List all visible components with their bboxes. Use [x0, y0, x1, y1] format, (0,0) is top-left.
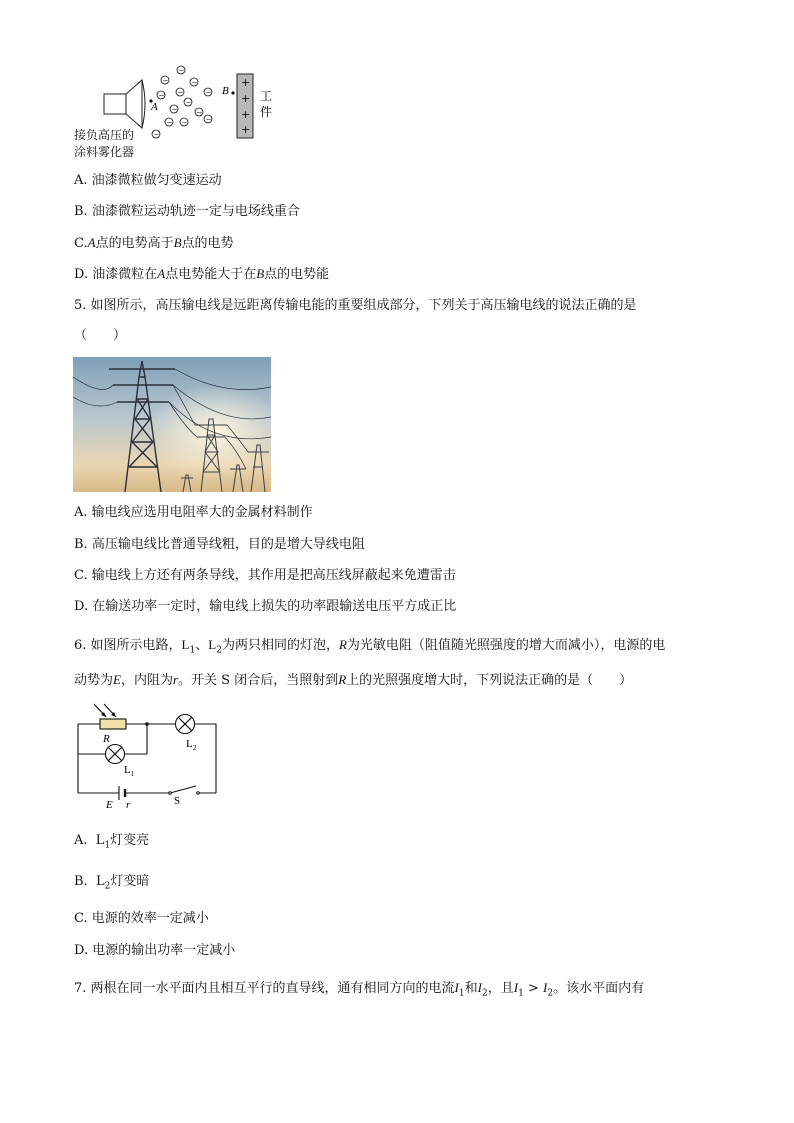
- q5-stem: 5. 如图所示，高压输电线是远距离传输电能的重要组成部分，下列关于高压输电线的说法正确的是: [74, 298, 637, 313]
- q5-option-b: B. 高压输电线比普通导线粗，目的是增大导线电阻: [74, 537, 365, 552]
- q5-option-c: C. 输电线上方还有两条导线，其作用是把高压线屏蔽起来免遭雷击: [74, 568, 456, 583]
- q6-stem-line-2: 动势为E，内阻为r。开关 S 闭合后，当照射到R上的光照强度增大时，下列说法正确的是（ ）: [74, 672, 633, 688]
- atomizer-label-2: 涂料雾化器: [74, 145, 135, 159]
- paint-particles: [152, 66, 212, 138]
- q4-option-d: D. 油漆微粒在A点电势能大于在B点的电势能: [74, 266, 330, 282]
- workpiece-label-2: 件: [260, 105, 273, 119]
- q6-option-c: C. 电源的效率一定减小: [74, 911, 209, 926]
- power-lines-photo: [73, 357, 271, 492]
- atomizer-label-1: 接负高压的: [74, 128, 135, 142]
- photoresistor-r: [100, 719, 126, 729]
- q5-paren: （ ）: [74, 328, 127, 343]
- label-r: R: [103, 733, 110, 745]
- atomizer-cone: [126, 80, 142, 128]
- point-b-label: B: [222, 85, 229, 97]
- point-a-label: A: [151, 101, 158, 113]
- svg-text:−: −: [171, 105, 178, 114]
- label-l1: $L_1$: [124, 764, 135, 778]
- svg-text:+: +: [241, 123, 251, 136]
- circuit-figure: [70, 700, 230, 815]
- q4-option-a: A. 油漆微粒做匀变速运动: [74, 173, 222, 188]
- svg-text:−: −: [158, 91, 165, 100]
- svg-text:−: −: [181, 118, 188, 127]
- svg-text:−: −: [162, 76, 169, 85]
- q7-stem: 7. 两根在同一水平面内且相互平行的直导线，通有相同方向的电流$I_1$和$I_2$，且$I_1 > I_2$。该水平面内有: [74, 980, 645, 999]
- q4-option-b: B. 油漆微粒运动轨迹一定与电场线重合: [74, 204, 300, 219]
- svg-text:−: −: [205, 115, 212, 124]
- svg-text:−: −: [166, 118, 173, 127]
- label-e: E: [106, 799, 113, 811]
- svg-text:−: −: [205, 88, 212, 97]
- q6-option-d: D. 电源的输出功率一定减小: [74, 943, 236, 958]
- svg-text:−: −: [191, 78, 198, 87]
- workpiece-label-1: 工: [260, 89, 273, 103]
- svg-text:+: +: [241, 92, 251, 105]
- circuit-node: [145, 722, 149, 726]
- svg-text:−: −: [185, 98, 192, 107]
- q5-option-d: D. 在输送功率一定时，输电线上损失的功率跟输送电压平方成正比: [74, 599, 457, 614]
- svg-text:−: −: [178, 66, 185, 75]
- svg-text:−: −: [153, 130, 160, 139]
- point-b-dot: [231, 91, 234, 94]
- lamp-l2: [176, 715, 195, 734]
- label-l2: $L_2$: [186, 738, 197, 752]
- q6-stem-line-1: 6. 如图所示电路，$L_1$、$L_2$为两只相同的灯泡，R为光敏电阻（阻值随光照强度的增大而减小），电源的电: [74, 637, 666, 656]
- svg-text:+: +: [241, 76, 251, 89]
- atomizer-body: [104, 94, 126, 114]
- battery: [119, 786, 125, 800]
- label-small-r: r: [126, 799, 131, 811]
- q6-option-b: B. $L_2$灯变暗: [74, 874, 150, 892]
- svg-text:+: +: [241, 108, 251, 121]
- svg-text:−: −: [177, 88, 184, 97]
- q6-option-a: A. $L_1$灯变亮: [74, 833, 150, 851]
- q5-option-a: A. 输电线应选用电阻率大的金属材料制作: [74, 505, 313, 520]
- q4-option-c: C.A点的电势高于B点的电势: [74, 235, 234, 251]
- lamp-l1: [106, 745, 125, 764]
- label-s: S: [174, 795, 181, 807]
- svg-text:−: −: [196, 108, 203, 117]
